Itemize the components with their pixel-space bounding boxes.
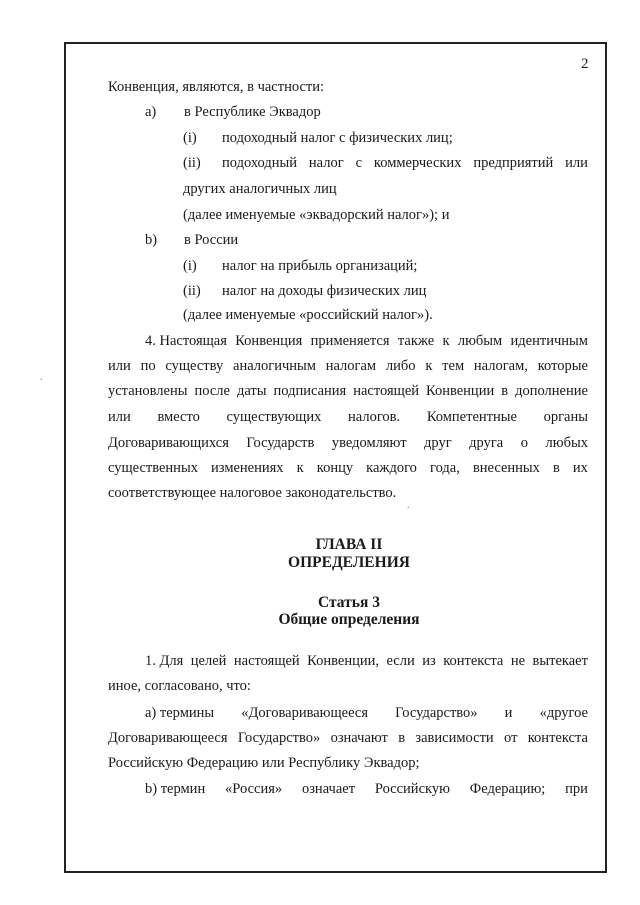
paragraph-line [108, 408, 588, 426]
text-run: Договаривающихся [108, 435, 229, 451]
text-run: не [510, 653, 526, 669]
text-run: «Договаривающееся [241, 705, 369, 721]
text-run: означают [330, 730, 388, 746]
list-marker: b) [145, 232, 158, 248]
text-line: налог на прибыль организаций; [222, 258, 418, 274]
text-run: любых [545, 435, 588, 451]
text-run: налогов. [348, 409, 401, 425]
text-run: также [397, 333, 435, 349]
text-run: после [194, 383, 230, 399]
text-run: Конвенции [426, 383, 495, 399]
text-run: внесенных [472, 460, 540, 476]
scan-mark: . [407, 500, 410, 511]
text-run: 4. Настоящая [145, 333, 227, 349]
text-run: в [501, 383, 509, 399]
chapter-title: ОПРЕДЕЛЕНИЯ [288, 554, 410, 571]
paragraph-line [108, 459, 588, 477]
text-run: либо [385, 358, 416, 374]
text-run: к [442, 333, 450, 349]
text-run: существующих [226, 409, 322, 425]
text-run: в [398, 730, 406, 746]
text-run: уведомляют [331, 435, 407, 451]
text-run: «другое [539, 705, 588, 721]
text-run: контекста [443, 653, 504, 669]
paragraph-line [145, 332, 588, 350]
paragraph-line [108, 729, 588, 747]
article-number: Статья 3 [318, 594, 380, 611]
text-line: подоходный налог с физических лиц; [222, 130, 453, 146]
text-run: при [565, 781, 588, 797]
text-run: или [108, 409, 131, 425]
paragraph-line [108, 382, 588, 400]
text-line: (далее именуемые «российский налог»). [183, 307, 433, 323]
text-run: если [386, 653, 415, 669]
text-run: в [552, 460, 560, 476]
text-run: а) термины [145, 705, 215, 721]
text-run: или [108, 358, 131, 374]
text-run: Конвенция [235, 333, 303, 349]
text-run: предприятий [473, 155, 554, 171]
text-run: или [565, 155, 588, 171]
text-run: идентичным [510, 333, 588, 349]
list-marker: (ii) [183, 283, 201, 299]
text-run: Компетентные [426, 409, 517, 425]
chapter-number: ГЛАВА II [315, 536, 383, 553]
text-run: каждого [366, 460, 417, 476]
text-run: коммерческих [373, 155, 462, 171]
text-run: подоходный [222, 155, 298, 171]
text-run: зависимости [415, 730, 494, 746]
text-line: других аналогичных лиц [183, 181, 337, 197]
text-run: которые [537, 358, 588, 374]
paragraph-line: Российскую Федерацию или Республику Эквадор; [108, 755, 420, 771]
text-run: Российскую [374, 781, 450, 797]
text-run: применяется [310, 333, 390, 349]
text-run: дополнение [515, 383, 588, 399]
text-run: из [422, 653, 436, 669]
text-line: Конвенция, являются, в частности: [108, 79, 324, 95]
text-run: вместо [157, 409, 200, 425]
text-run: подписания [273, 383, 347, 399]
text-run: настоящей [353, 383, 420, 399]
text-run: даты [236, 383, 267, 399]
text-run: «Россия» [225, 781, 283, 797]
text-run: к [425, 358, 433, 374]
text-line: в России [184, 232, 239, 248]
text-run: с [355, 155, 363, 171]
list-marker: (i) [183, 258, 197, 274]
text-run: изменениях [211, 460, 284, 476]
text-run: целей [190, 653, 227, 669]
text-run: о [520, 435, 528, 451]
text-line: (далее именуемые «эквадорский налог»); и [183, 207, 450, 223]
text-run: любым [457, 333, 503, 349]
text-run: тем [442, 358, 465, 374]
text-run: их [572, 460, 588, 476]
text-run: вытекает [532, 653, 588, 669]
text-run: к [296, 460, 304, 476]
text-run: Государство» [395, 705, 478, 721]
text-run: установлены [108, 383, 188, 399]
list-marker: (i) [183, 130, 197, 146]
text-run: контекста [527, 730, 588, 746]
scan-mark: . [40, 372, 43, 383]
text-line: налог на доходы физических лиц [222, 283, 427, 299]
text-run: налогам [325, 358, 377, 374]
text-run: настоящей [233, 653, 300, 669]
text-run: налогам, [473, 358, 528, 374]
text-run: существенных [108, 460, 198, 476]
text-run: по [140, 358, 156, 374]
list-marker: a) [145, 104, 157, 120]
text-run: b) термин [145, 781, 206, 797]
text-run: 1. Для [145, 653, 184, 669]
text-run: органы [543, 409, 588, 425]
paragraph-line [145, 704, 588, 722]
paragraph-line: иное, согласовано, что: [108, 678, 251, 694]
text-run: года, [430, 460, 460, 476]
text-run: Конвенции, [307, 653, 379, 669]
paragraph-line [145, 780, 588, 798]
text-line: в Республике Эквадор [184, 104, 321, 120]
text-run: от [504, 730, 518, 746]
text-run: аналогичным [233, 358, 316, 374]
article-title: Общие определения [278, 611, 420, 628]
text-run: Договаривающееся [108, 730, 228, 746]
text-run: концу [316, 460, 354, 476]
paragraph-line [108, 357, 588, 375]
text-run: Государство» [237, 730, 321, 746]
paragraph-line [145, 652, 588, 670]
text-run: друг [424, 435, 452, 451]
text-run: налог [308, 155, 344, 171]
text-run: друга [469, 435, 504, 451]
paragraph-line [108, 434, 588, 452]
list-marker: (ii) [183, 155, 201, 171]
text-line [222, 154, 588, 172]
paragraph-line: соответствующее налоговое законодательство. [108, 485, 397, 501]
text-run: и [504, 705, 513, 721]
text-run: Государств [246, 435, 315, 451]
text-run: Федерацию; [469, 781, 546, 797]
text-run: означает [301, 781, 356, 797]
page-number: 2 [581, 56, 589, 72]
text-run: существу [165, 358, 224, 374]
